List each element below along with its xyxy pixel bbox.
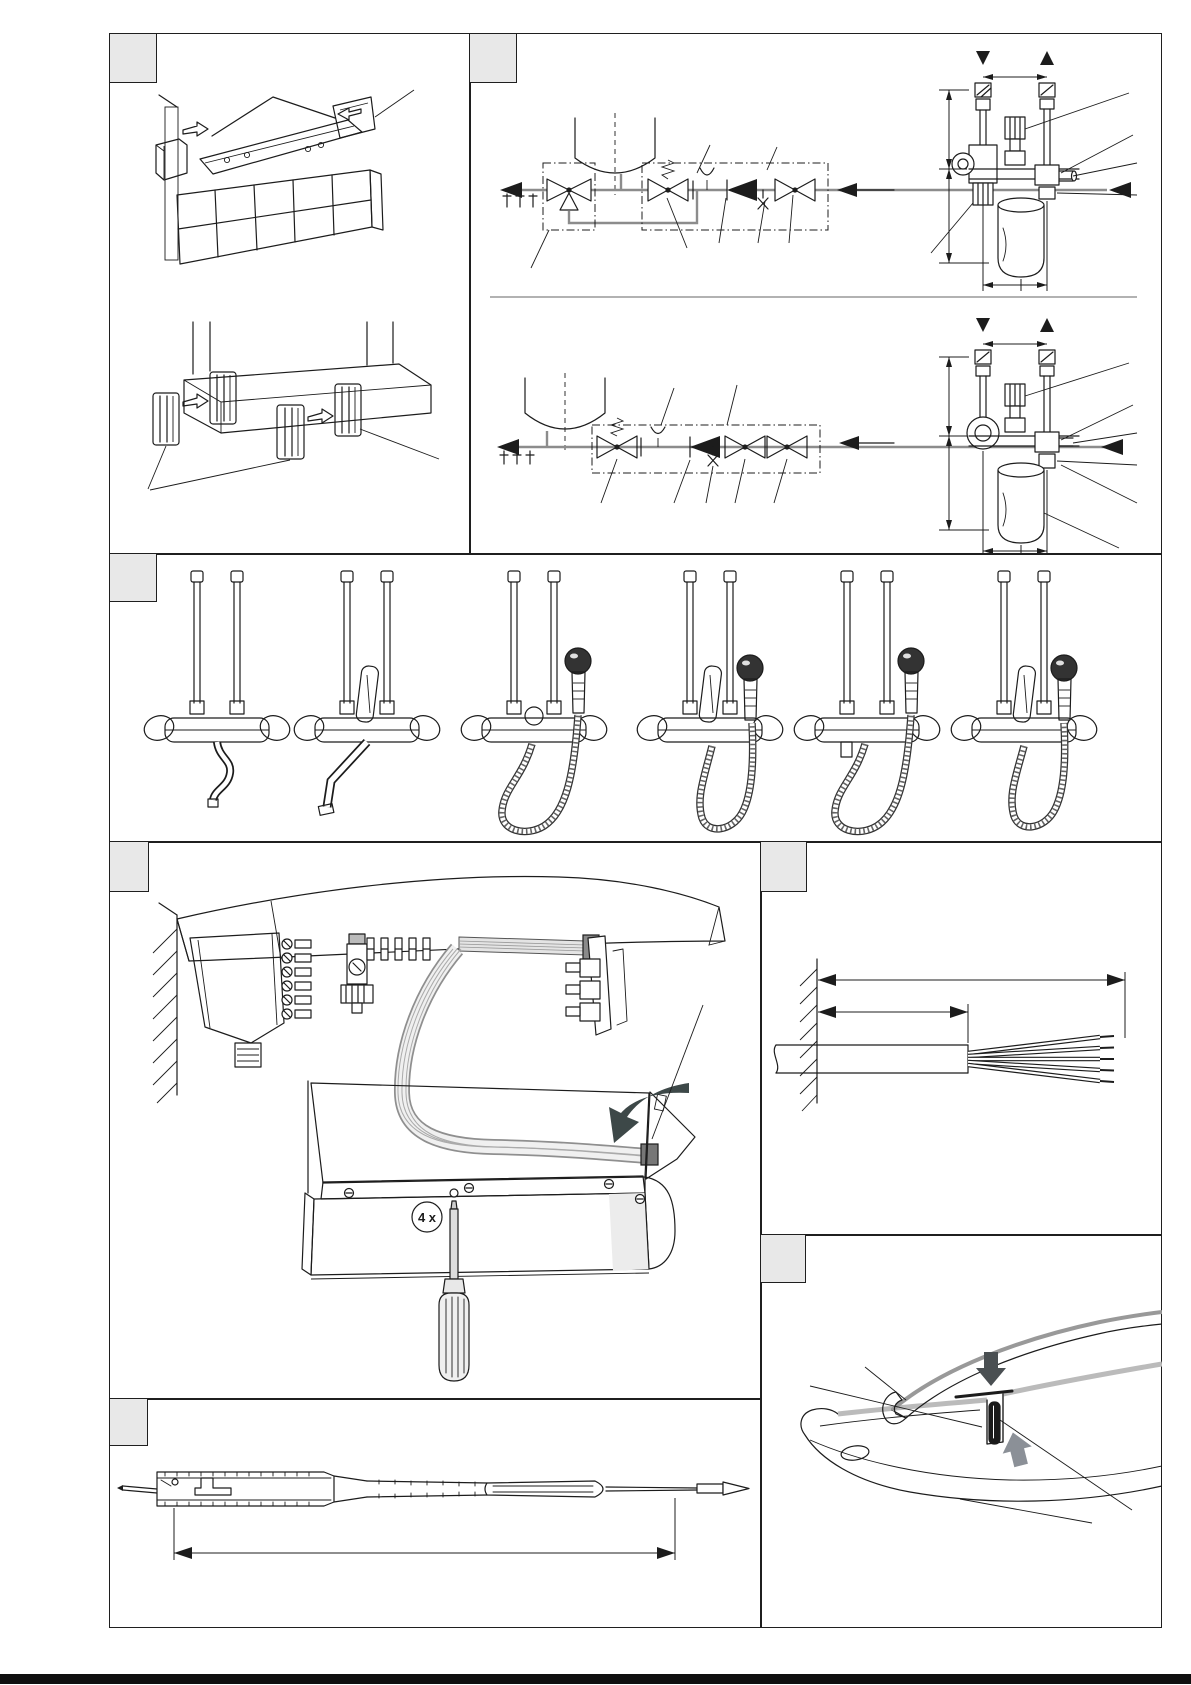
- spring-clip: [989, 1402, 1000, 1444]
- shower-hose: [835, 715, 911, 831]
- slide-arrow-icon: [183, 394, 208, 408]
- wall-hatch: [800, 959, 817, 1111]
- panel-plumbing-schematics: [469, 33, 1162, 553]
- cold-inlet-arrow-icon: [976, 51, 990, 65]
- inlet-pipe-right: [1035, 83, 1077, 199]
- panel-cable-stripping: [760, 841, 1162, 1234]
- shutoff-valve-left: [952, 83, 997, 205]
- leader-lines: [601, 385, 787, 503]
- clip-mounting-drawing: [148, 322, 439, 490]
- cover-removal-illustration: [109, 841, 760, 1398]
- strip-length-dimension-short: [818, 1004, 968, 1043]
- cold-inlet-arrow-icon: [976, 318, 990, 332]
- bracket-rail-drawing: [156, 90, 414, 264]
- fitting-shower-mixer: [791, 571, 943, 831]
- heating-element-illustration: [109, 1398, 760, 1628]
- outlet-arrow-icon: [837, 183, 857, 197]
- strip-length-dimension-long: [818, 972, 1125, 1038]
- fitting-wall-mixer-long-spout: [291, 571, 443, 815]
- screw-count-label: 4 x: [417, 1210, 437, 1225]
- wall-bracket-illustration: [109, 33, 469, 553]
- safety-group-dimension-drawing-2: [839, 318, 1137, 553]
- siphon-cup: [998, 463, 1044, 543]
- wires: [968, 1036, 1114, 1082]
- shower-hose: [700, 723, 753, 829]
- mounting-clip: [277, 405, 304, 459]
- test-valve-symbol: [758, 190, 768, 209]
- leader-line: [375, 90, 414, 117]
- drain-symbol: [503, 194, 537, 207]
- page-bottom-rule: [0, 1674, 1191, 1684]
- fitting-shower-mixer-lever: [634, 571, 786, 829]
- funnel-symbol: [700, 168, 714, 190]
- cable-sheath: [774, 1045, 968, 1073]
- drain-symbol: [500, 451, 534, 464]
- safety-valve-symbol: [648, 160, 693, 201]
- cable-stripping-illustration: [760, 841, 1162, 1234]
- safety-valve-symbol: [597, 418, 641, 458]
- panel-fitting-variants: [109, 553, 1162, 841]
- panel-cover-removal: [109, 841, 760, 1398]
- hot-outlet-arrow-icon: [1040, 318, 1054, 332]
- leader-line: [148, 446, 166, 489]
- push-up-arrow-icon: [998, 1429, 1035, 1469]
- lower-cover-section: [801, 1364, 1162, 1501]
- inlet-pipe-right: [1035, 350, 1073, 468]
- cover-clip-illustration: [760, 1234, 1162, 1628]
- flow-arrow-icon: [1101, 439, 1123, 455]
- funnel-symbol: [651, 427, 665, 447]
- spade-connectors: [367, 938, 430, 960]
- screw-count-annotation: [412, 1202, 442, 1232]
- plumbing-schematics-illustration: [469, 33, 1162, 553]
- fitting-variants-illustration: [109, 553, 1162, 841]
- shutoff-valve-symbol: [775, 179, 815, 201]
- dimension-horizontal: [983, 74, 1047, 80]
- element-body: [117, 1472, 749, 1506]
- cover-screws: [345, 1180, 645, 1204]
- element-length-dimension: [174, 1498, 675, 1560]
- fitting-shower-mixer: [458, 571, 610, 831]
- shower-hose: [502, 715, 578, 831]
- removed-cover: [302, 1081, 695, 1279]
- mounting-clip: [153, 393, 179, 445]
- check-valve-symbol: [727, 179, 757, 201]
- fitting-shower-mixer-lever: [948, 571, 1100, 827]
- flow-arrow-icon: [1109, 182, 1131, 198]
- terminal-housing: [190, 933, 284, 1067]
- check-valve-symbol: [690, 436, 720, 458]
- wall-hatch: [153, 903, 177, 1103]
- panel-cover-clip-detail: [760, 1234, 1162, 1628]
- panel-wall-bracket-mounting: [109, 33, 469, 553]
- pressure-reducer: [1005, 117, 1025, 165]
- leader-line: [150, 460, 290, 490]
- shower-hose: [1012, 723, 1065, 827]
- slide-arrow-icon: [183, 122, 208, 136]
- hot-outlet-arrow-icon: [1040, 51, 1054, 65]
- riser-with-flange: [967, 350, 999, 449]
- siphon-cup: [998, 198, 1044, 277]
- dimension-horizontal: [983, 341, 1047, 347]
- panel-heating-element: [109, 1398, 760, 1628]
- leader-line: [360, 429, 439, 459]
- fitting-wall-mixer-spout: [141, 571, 293, 807]
- three-way-valve-symbol: [547, 179, 591, 210]
- pressure-reducer: [1005, 384, 1025, 432]
- flow-arrow-icon: [497, 439, 519, 455]
- screwdriver: [439, 1189, 469, 1381]
- slide-arrow-icon: [308, 409, 333, 423]
- ribbon-cable: [459, 935, 599, 959]
- safety-group-dimension-drawing-1: [837, 51, 1137, 291]
- terminal-screws: [282, 939, 311, 1019]
- tile-wall: [177, 170, 383, 264]
